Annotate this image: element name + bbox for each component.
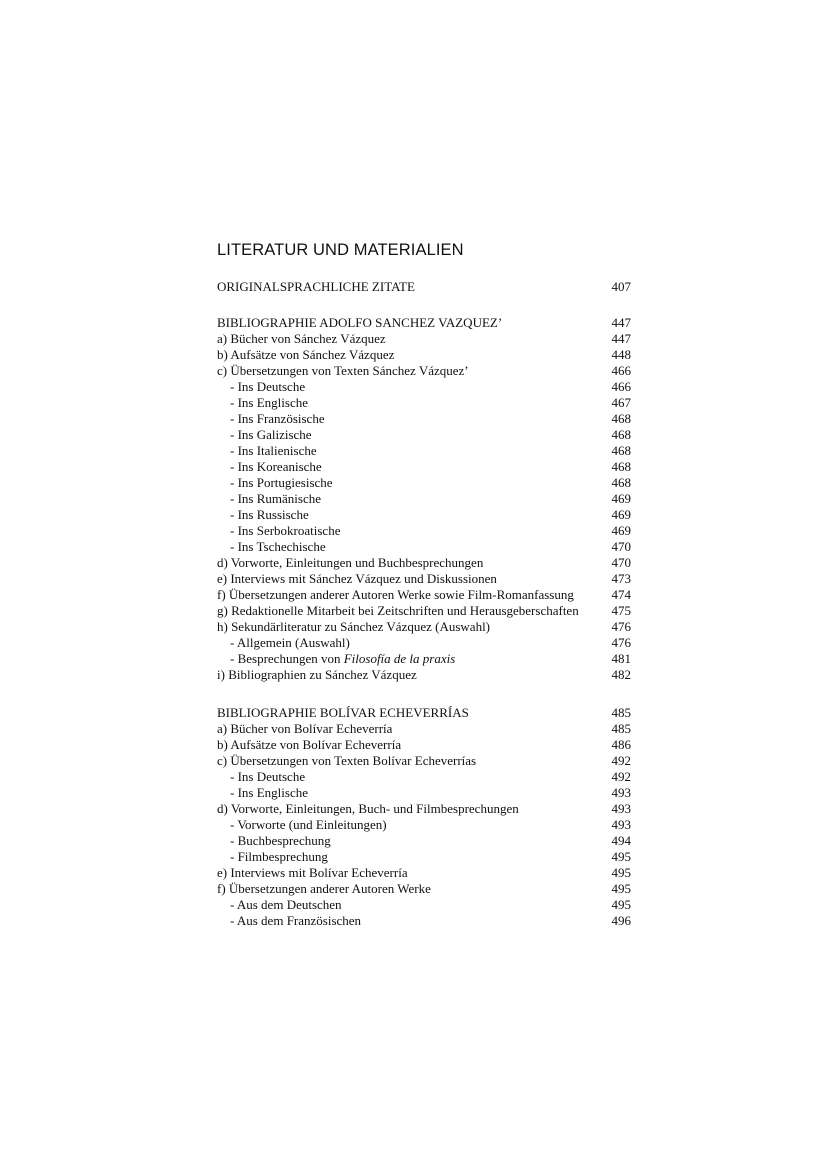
- toc-entry-page-number: 482: [611, 667, 631, 682]
- toc-entry: [217, 635, 631, 651]
- toc-entry-title: b) Aufsätze von Sánchez Vázquez: [217, 347, 395, 362]
- toc-entry-page-number: 493: [611, 817, 631, 832]
- toc-entry: [217, 443, 631, 459]
- toc-entry-title: - Ins Serbokroatische: [230, 523, 341, 538]
- toc-entry: [217, 913, 631, 929]
- toc-entry-page-number: 468: [611, 475, 631, 490]
- toc-entry-title: - Ins Portugiesische: [230, 475, 333, 490]
- toc-entry: [217, 801, 631, 817]
- toc-entry: [217, 395, 631, 411]
- toc-entry-page-number: 469: [611, 523, 631, 538]
- toc-entry-title: e) Interviews mit Sánchez Vázquez und Diskussionen: [217, 571, 497, 586]
- toc-entry-page-number: 468: [611, 427, 631, 442]
- toc-entry: [217, 523, 631, 539]
- toc-entry-title: - Filmbesprechung: [230, 849, 328, 864]
- toc-entry-page-number: 467: [611, 395, 631, 410]
- toc-entry-page-number: 447: [611, 331, 631, 346]
- toc-entry: [217, 491, 631, 507]
- toc-entry-title: f) Übersetzungen anderer Autoren Werke sowie Film-Romanfassung: [217, 587, 574, 602]
- toc-entry: [217, 363, 631, 379]
- toc-entry-title: - Ins Englische: [230, 785, 308, 800]
- toc-entry: [217, 507, 631, 523]
- toc-entry: [217, 817, 631, 833]
- toc-entry-title: - Ins Tschechische: [230, 539, 326, 554]
- toc-entry-title: - Ins Koreanische: [230, 459, 322, 474]
- toc-entry: [217, 587, 631, 603]
- toc-entry-title: - Ins Englische: [230, 395, 308, 410]
- toc-entry-title: c) Übersetzungen von Texten Bolívar Echeverrías: [217, 753, 477, 768]
- toc-entry-title: b) Aufsätze von Bolívar Echeverría: [217, 737, 402, 752]
- toc-entry-title: - Ins Französische: [230, 411, 325, 426]
- toc-entry-page-number: 470: [611, 555, 631, 570]
- toc-entry-title: d) Vorworte, Einleitungen, Buch- und Filmbesprechungen: [217, 801, 519, 816]
- toc-entry-page-number: 469: [611, 507, 631, 522]
- toc-entry: [217, 459, 631, 475]
- toc-entry-page-number: 468: [611, 443, 631, 458]
- toc-entry: [217, 411, 631, 427]
- toc-entry: [217, 769, 631, 785]
- toc-entry-title: - Ins Galizische: [230, 427, 312, 442]
- toc-entry-page-number: 470: [611, 539, 631, 554]
- toc-entry: [217, 651, 631, 667]
- toc-entry-page-number: 474: [611, 587, 631, 602]
- toc-entry-page-number: 466: [611, 379, 631, 394]
- toc-entry-page-number: 481: [611, 651, 631, 666]
- toc-entry: [217, 539, 631, 555]
- toc-entry-title: - Ins Deutsche: [230, 769, 306, 784]
- toc-entry: [217, 865, 631, 881]
- toc-entry-page-number: 496: [611, 913, 631, 928]
- toc-entry-page-number: 473: [611, 571, 631, 586]
- toc-entry-page-number: 495: [611, 897, 631, 912]
- toc-entry-page-number: 447: [611, 315, 631, 330]
- toc-entry: [217, 737, 631, 753]
- toc-entry-page-number: 495: [611, 881, 631, 896]
- toc-entry-page-number: 495: [611, 849, 631, 864]
- toc-entry: [217, 379, 631, 395]
- toc-entry: [217, 849, 631, 865]
- toc-entry: [217, 667, 631, 683]
- toc-entry-page-number: 485: [611, 721, 631, 736]
- toc-entry: [217, 475, 631, 491]
- toc-entry-page-number: 492: [611, 769, 631, 784]
- toc-entry-page-number: 486: [611, 737, 631, 752]
- toc-entry-page-number: 476: [611, 619, 631, 634]
- toc-entry-title: i) Bibliographien zu Sánchez Vázquez: [217, 667, 417, 682]
- toc-entry-page-number: 476: [611, 635, 631, 650]
- toc-entry-title: - Aus dem Deutschen: [230, 897, 342, 912]
- toc-entry: [217, 315, 631, 331]
- page-title: LITERATUR UND MATERIALIEN: [217, 241, 464, 259]
- toc-entry: [217, 347, 631, 363]
- toc-entry-page-number: 407: [611, 279, 631, 294]
- toc-entry-page-number: 469: [611, 491, 631, 506]
- toc-entry: [217, 833, 631, 849]
- toc-entry-title: - Aus dem Französischen: [230, 913, 362, 928]
- toc-entry-title: g) Redaktionelle Mitarbeit bei Zeitschriften und Herausgeberschaften: [217, 603, 579, 618]
- toc-entry-title: - Ins Russische: [230, 507, 309, 522]
- toc-entry-title: c) Übersetzungen von Texten Sánchez Vázquez’: [217, 363, 469, 378]
- toc-entry-page-number: 494: [611, 833, 631, 848]
- toc-entry-page-number: 493: [611, 801, 631, 816]
- toc-entry: [217, 705, 631, 721]
- toc-entry: [217, 331, 631, 347]
- toc-entry-title: - Ins Deutsche: [230, 379, 306, 394]
- toc-entry-page-number: 492: [611, 753, 631, 768]
- toc-entry: [217, 721, 631, 737]
- toc-entry-page-number: 468: [611, 411, 631, 426]
- toc-entry: [217, 753, 631, 769]
- toc-entry-title: a) Bücher von Sánchez Vázquez: [217, 331, 386, 346]
- section-spacer: [217, 683, 631, 705]
- toc-entry-italic-title: Filosofía de la praxis: [343, 651, 456, 666]
- toc-entry-title: - Vorworte (und Einleitungen): [230, 817, 387, 832]
- toc-entry: [217, 619, 631, 635]
- toc-entry-page-number: 493: [611, 785, 631, 800]
- toc-entry-title: - Buchbesprechung: [230, 833, 331, 848]
- toc-entry-page-number: 466: [611, 363, 631, 378]
- toc-entry: [217, 603, 631, 619]
- toc-entry-title: h) Sekundärliteratur zu Sánchez Vázquez (Auswahl): [217, 619, 491, 634]
- toc-entry-title: a) Bücher von Bolívar Echeverría: [217, 721, 393, 736]
- toc-entry-title: - Allgemein (Auswahl): [230, 635, 350, 650]
- toc-entry-page-number: 448: [611, 347, 631, 362]
- toc-entry: [217, 785, 631, 801]
- toc-entry: [217, 555, 631, 571]
- toc-entry-page-number: 495: [611, 865, 631, 880]
- toc-entry-title: BIBLIOGRAPHIE ADOLFO SANCHEZ VAZQUEZ’: [217, 315, 503, 330]
- toc-entry-title: d) Vorworte, Einleitungen und Buchbesprechungen: [217, 555, 484, 570]
- toc-entry-page-number: 468: [611, 459, 631, 474]
- toc-entry: [217, 571, 631, 587]
- toc-entry-title: ORIGINALSPRACHLICHE ZITATE: [217, 279, 415, 294]
- toc-entry-title: BIBLIOGRAPHIE BOLÍVAR ECHEVERRÍAS: [217, 705, 469, 720]
- toc-entry-title: - Ins Italienische: [230, 443, 317, 458]
- toc-entry-title: f) Übersetzungen anderer Autoren Werke: [217, 881, 431, 896]
- toc-entry: [217, 427, 631, 443]
- toc-entry-page-number: 485: [611, 705, 631, 720]
- toc-entry-page-number: 475: [611, 603, 631, 618]
- toc-entry-title: e) Interviews mit Bolívar Echeverría: [217, 865, 408, 880]
- toc-entry-title: - Ins Rumänische: [230, 491, 321, 506]
- section-spacer: [217, 295, 631, 315]
- toc-entry-title: - Besprechungen von Filosofía de la praxis: [230, 651, 456, 666]
- table-of-contents: [217, 279, 631, 929]
- toc-entry: [217, 897, 631, 913]
- toc-entry: [217, 881, 631, 897]
- toc-entry: [217, 279, 631, 295]
